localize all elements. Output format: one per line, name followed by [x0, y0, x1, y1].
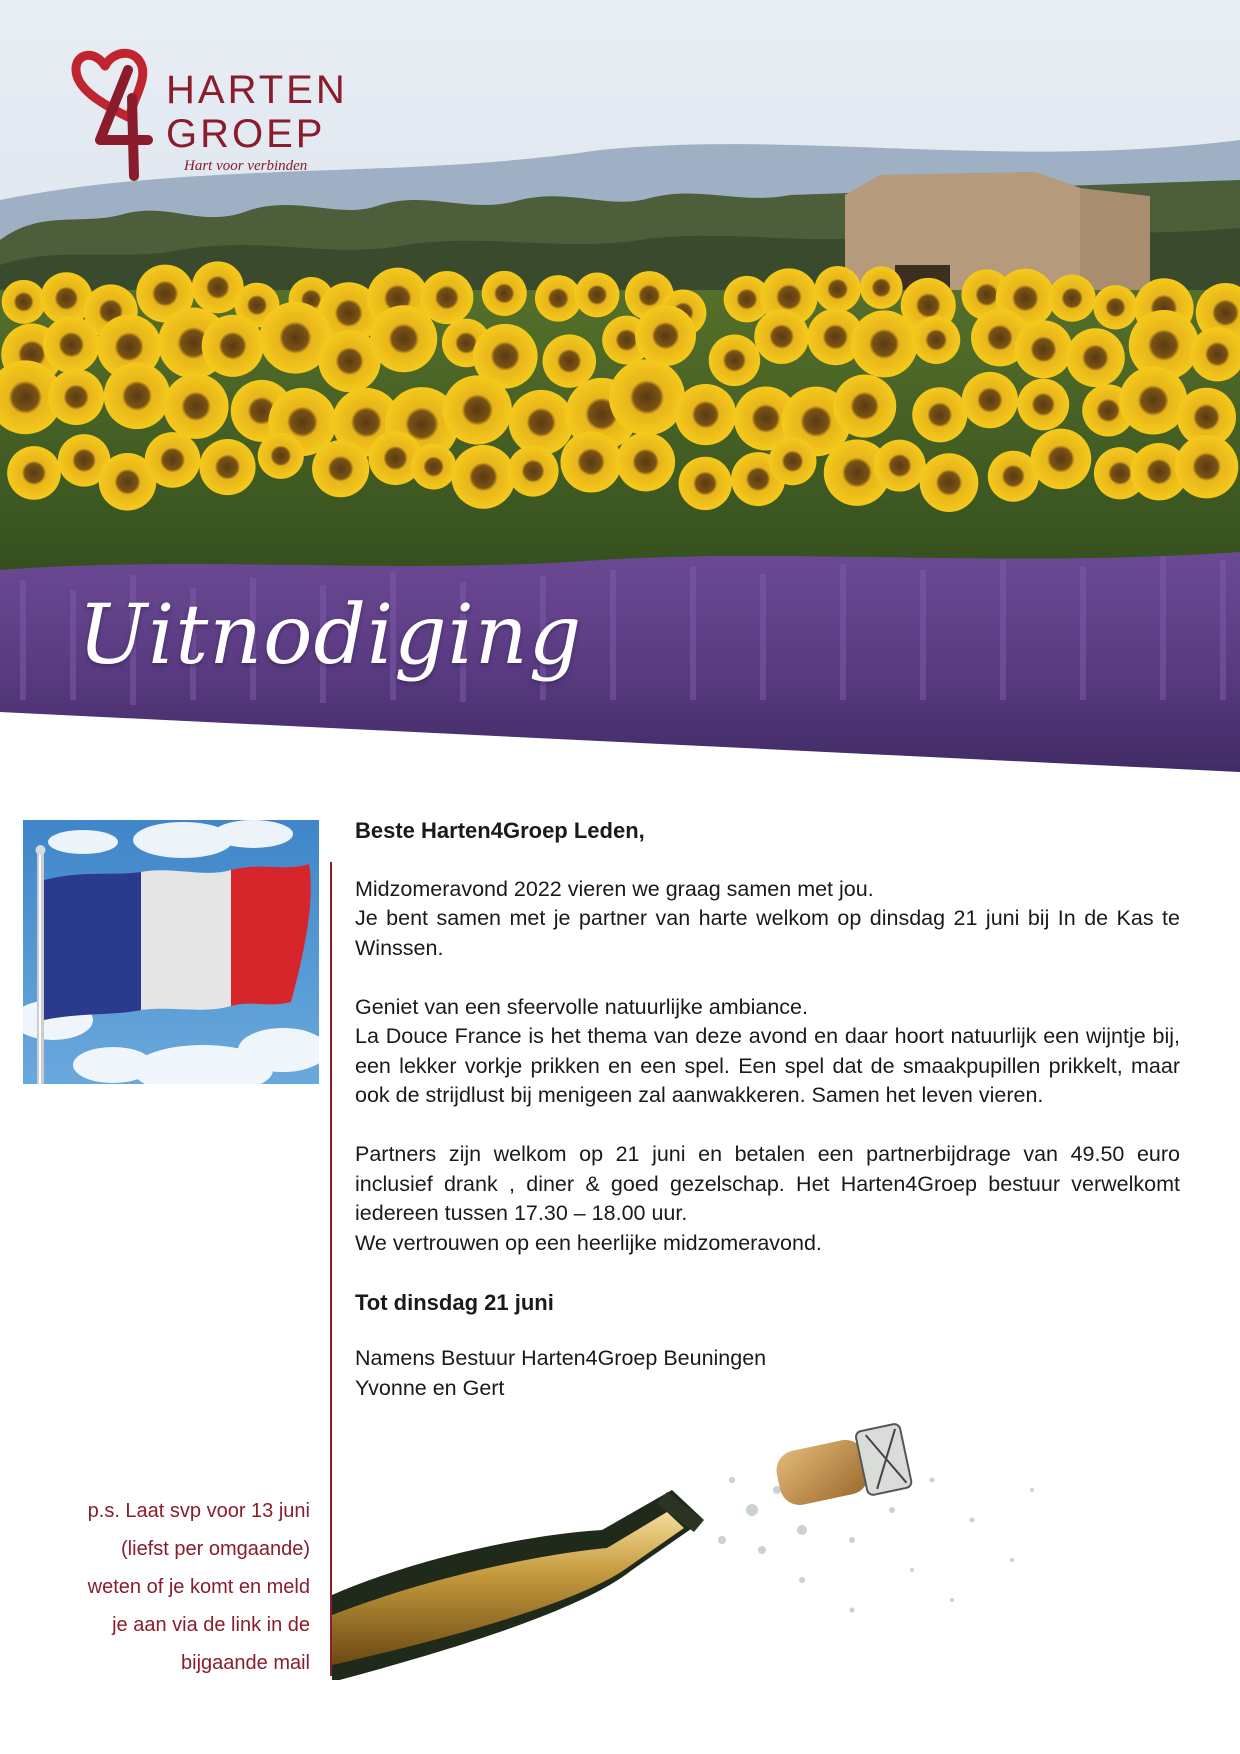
- logo-wordmark-harten: HARTEN: [166, 68, 348, 112]
- sunflower-head: [202, 315, 264, 377]
- sunflower-head: [769, 437, 817, 485]
- sunflower-head: [199, 439, 255, 495]
- sunflower-head: [509, 390, 574, 455]
- ps-line: (liefst per omgaande): [121, 1538, 310, 1560]
- sunflower-head: [7, 446, 61, 500]
- sunflower-head: [482, 271, 527, 316]
- letter-line: Midzomeravond 2022 vieren we graag samen met jou.: [355, 876, 874, 901]
- letter-line: We vertrouwen op een heerlijke midzomeravond.: [355, 1230, 822, 1255]
- letter-line: Je bent samen met je partner van harte welkom op dinsdag 21 juni bij In de Kas te Winssen.: [355, 906, 1180, 960]
- letter-greeting: Beste Harten4Groep Leden,: [355, 818, 645, 843]
- french-flag-illustration: [23, 820, 319, 1084]
- sunflower-head: [1049, 275, 1096, 322]
- sunflower-head: [508, 446, 559, 497]
- sunflower-head: [411, 444, 457, 490]
- letter-closing: Tot dinsdag 21 juni: [355, 1289, 554, 1315]
- sunflower-head: [312, 440, 369, 497]
- sunflower-head: [48, 369, 104, 425]
- sunflower-head: [1119, 367, 1187, 435]
- sunflower-head: [1031, 429, 1092, 490]
- sunflower-head: [833, 374, 896, 437]
- sunflower-head: [1093, 285, 1137, 329]
- page-title: Uitnodiging: [78, 588, 583, 683]
- sunflower-head: [164, 374, 229, 439]
- sunflower-head: [43, 316, 100, 373]
- champagne-illustration: [332, 1420, 1092, 1680]
- ps-line: weten of je komt en meld: [87, 1576, 310, 1598]
- letter-paragraph-3: [355, 1140, 1180, 1258]
- letter-line: Geniet van een sfeervolle natuurlijke ambiance.: [355, 994, 808, 1019]
- sunflower-head: [560, 431, 621, 492]
- sunflower-head: [1017, 379, 1069, 431]
- sunflower-head: [754, 309, 809, 364]
- sunflower-head: [635, 305, 696, 366]
- sunflower-head: [104, 363, 171, 430]
- ps-line: je aan via de link in de: [112, 1614, 310, 1636]
- sunflower-head: [1175, 435, 1238, 498]
- sunflower-head: [815, 266, 861, 312]
- invitation-letter: [355, 816, 1180, 1403]
- champagne-bottle-photo: [332, 1420, 1092, 1680]
- sunflower-head: [675, 384, 736, 445]
- sunflower-head: [709, 335, 760, 386]
- sunflower-head: [874, 440, 926, 492]
- sunflower-head: [535, 275, 581, 321]
- sunflower-head: [370, 305, 437, 372]
- letter-paragraph-2: [355, 993, 1180, 1111]
- sunflower-head: [616, 432, 675, 491]
- ps-line: p.s. Laat svp voor 13 juni: [87, 1500, 310, 1522]
- postscript-note: [40, 1492, 310, 1682]
- logo-tagline: Hart voor verbinden: [184, 158, 308, 174]
- sunflower-head: [258, 433, 304, 479]
- letter-line: La Douce France is het thema van deze avond en daar hoort natuurlijk een wijntje bij, een lekker vorkje prikken en een spel. Een spel dat de smaakpupillen prikkelt, maar ook de strijdlust bij menigeen zal aanwakkeren. Samen het leven vieren.: [355, 1024, 1180, 1107]
- signature-line: Yvonne en Gert: [355, 1375, 505, 1400]
- sunflower-head: [912, 316, 960, 364]
- heart-4-logo-icon: [70, 48, 170, 198]
- sunflower-head: [1015, 320, 1073, 378]
- sunflower-head: [451, 445, 515, 509]
- signature-line: Namens Bestuur Harten4Groep Beuningen: [355, 1346, 767, 1370]
- sunflower-head: [145, 432, 201, 488]
- sunflower-head: [2, 280, 46, 324]
- sunflower-head: [912, 387, 967, 442]
- sunflower-head: [443, 375, 512, 444]
- sunflower-head: [851, 310, 918, 377]
- sunflower-head: [543, 334, 597, 388]
- sunflower-head: [575, 273, 620, 318]
- ps-line: bijgaande mail: [181, 1652, 310, 1674]
- french-flag-photo: [23, 820, 319, 1084]
- sunflower-head: [962, 372, 1018, 428]
- letter-signature: [355, 1344, 1180, 1403]
- sunflower-head: [920, 453, 979, 512]
- sunflower-head: [679, 457, 732, 510]
- logo-wordmark-groep: GROEP: [166, 112, 326, 156]
- letter-line: Partners zijn welkom op 21 juni en betalen een partnerbijdrage van 49.50 euro inclusief drank , diner & goed gezelschap. Het Harten4Groep bestuur verwelkomt iedereen tussen 17.30 – 18.00 uur.: [355, 1142, 1180, 1225]
- sunflower-head: [1066, 328, 1125, 387]
- sunflower-head: [860, 266, 903, 309]
- harten4groep-logo: [70, 48, 370, 198]
- sunflower-head: [609, 359, 685, 435]
- letter-paragraph-1: [355, 875, 1180, 964]
